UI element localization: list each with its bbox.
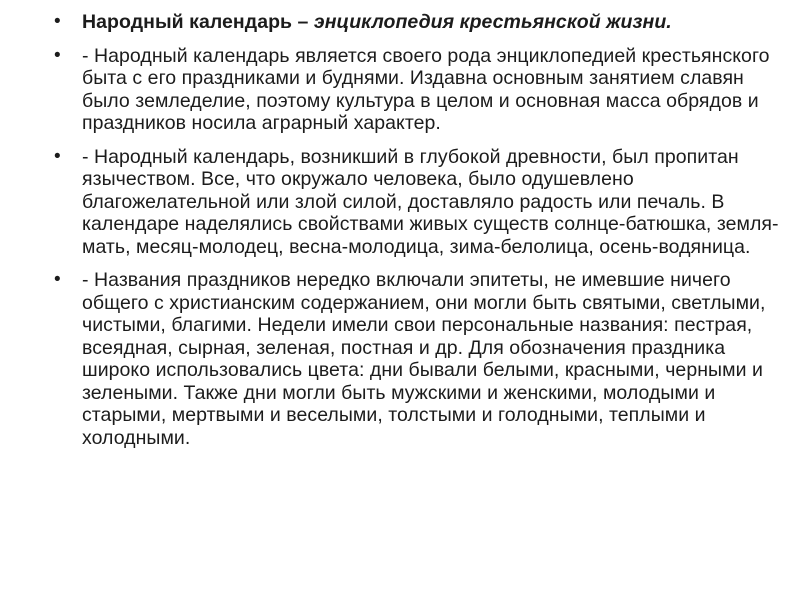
paragraph-bullet-3 (54, 269, 782, 449)
bullet-dot-icon: • (54, 44, 61, 66)
bullet-dot-icon: • (54, 11, 61, 32)
bullet-dot-icon: • (54, 269, 61, 290)
heading-italic: энциклопедия крестьянской жизни. (313, 11, 672, 33)
paragraph-text-1: - Народный календарь является своего рода энциклопедией крестьянского быта с его праздниками и буднями. Издавна основным занятием славян было земледелие, поэтому культура в целом и основная масса обрядов и праздников носила аграрный характер. (82, 44, 770, 134)
heading-bullet (54, 11, 782, 34)
slide-heading (82, 11, 672, 33)
bullet-list (54, 11, 782, 460)
paragraph-bullet-2 (54, 145, 782, 259)
heading-bold: Народный календарь – (82, 11, 314, 33)
paragraph-bullet-1 (54, 44, 782, 135)
bullet-dot-icon: • (54, 145, 61, 167)
paragraph-text-3: - Названия праздников нередко включали эпитеты, не имевшие ничего общего с христианским содержанием, они могли быть святыми, светлыми, чистыми, благими. Недели имели свои персональные названия: пестрая, всеядная, сырная, зеленая, постная и др. Для обозначения праздника широко использовались цвета: дни бывали белыми, красными, черными и зелеными. Также дни могли быть мужскими и женскими, молодыми и старыми, мертвыми и веселыми, толстыми и голодными, теплыми и холодными. (82, 269, 766, 449)
paragraph-text-2: - Народный календарь, возникший в глубокой древности, был пропитан язычеством. Все, что окружало человека, было одушевлено благожелательной или злой силой, доставляло радость или печаль. В календаре наделялись свойствами живых существ солнце-батюшка, земля-мать, месяц-молодец, весна-молодица, зима-белолица, осень-водяница. (82, 145, 779, 258)
